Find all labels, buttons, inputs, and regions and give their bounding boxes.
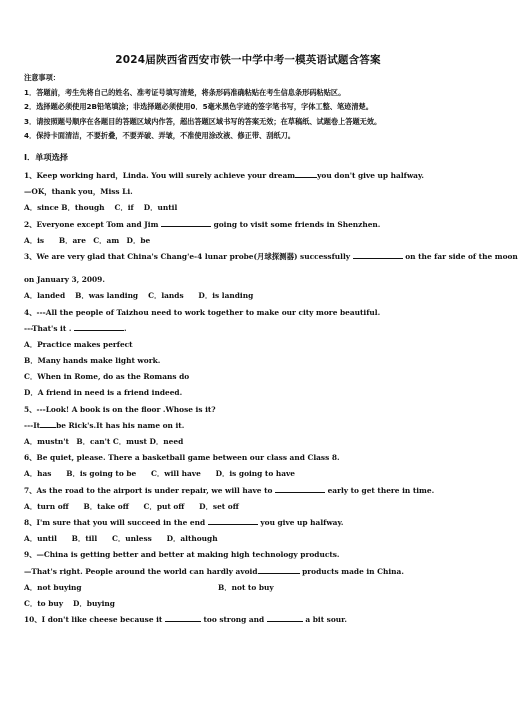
- question-9-options-ab: A．not buying B．not to buy: [24, 582, 274, 592]
- question-1: 1、Keep working hard，Linda. You will surely achieve your dream you don't give up halfway.: [24, 171, 424, 180]
- answer-blank: [40, 420, 56, 428]
- question-4-option: B．Many hands make light work.: [24, 356, 161, 366]
- question-3: 3、We are very glad that China's Chang'e-4 lunar probe(月球探测器) successfully on the far side of the moon: [24, 251, 518, 261]
- note-item: 2．选择题必须使用2B铅笔填涂；非选择题必须使用0．5毫米黑色字迹的签字笔书写，字体工整、笔迹清楚。: [24, 102, 373, 111]
- note-item: 3．请按照题号顺序在各题目的答题区域内作答，超出答题区域书写的答案无效；在草稿纸、试题卷上答题无效。: [24, 116, 382, 126]
- question-6-options: A．has B．is going to be C．will have D．is going to have: [24, 469, 296, 479]
- document-title: 2024届陕西省西安市铁一中学中考一模英语试题含答案: [115, 54, 381, 66]
- answer-blank: [353, 251, 403, 259]
- note-item: 4．保持卡面清洁，不要折叠，不要弄破、弄皱，不准使用涂改液、修正带、刮纸刀。: [24, 131, 295, 140]
- question-4-option: C．When in Rome, do as the Romans do: [24, 372, 190, 382]
- question-5: 5、---Look! A book is on the floor .Whose is it?: [24, 404, 216, 414]
- answer-blank: [161, 219, 211, 227]
- question-2-options: A．is B．are C．am D．be: [24, 235, 151, 245]
- question-7: 7、As the road to the airport is under repair, we will have to early to get there in time.: [24, 485, 435, 495]
- answer-blank: [208, 517, 258, 525]
- question-3-options: A．landed B．was landing C．lands D．is landing: [24, 291, 254, 301]
- notes-block: [24, 71, 476, 144]
- question-3-cont: on January 3, 2009.: [24, 275, 105, 285]
- answer-blank: [295, 170, 317, 178]
- answer-blank: [165, 614, 201, 622]
- questions: [24, 168, 518, 628]
- question-8: 8、I'm sure that you will succeed in the end you give up halfway.: [24, 517, 344, 527]
- question-4-option: A．Practice makes perfect: [24, 339, 133, 349]
- notes-heading: 注意事项：: [24, 73, 60, 82]
- answer-blank: [258, 566, 300, 574]
- question-4: 4、---All the people of Taizhou need to work together to make our city more beautiful.: [24, 307, 381, 317]
- question-1-reply: —OK，thank you，Miss Li.: [24, 187, 133, 197]
- note-item: 1．答题前，考生先将自己的姓名、准考证号填写清楚，将条形码准确粘贴在考生信息条形码粘贴区。: [24, 87, 346, 97]
- section-heading: Ⅰ．单项选择: [24, 152, 68, 162]
- question-9-reply: —That's right. People around the world can hardly avoid products made in China.: [24, 566, 404, 576]
- question-6: 6、Be quiet, please. There a basketball game between our class and Class 8.: [24, 453, 340, 463]
- answer-blank: [275, 485, 325, 493]
- answer-blank: [74, 323, 124, 331]
- question-10: 10、I don't like cheese because it too strong and a bit sour.: [24, 615, 347, 625]
- question-5-reply: ---It be Rick's.It has his name on it.: [24, 420, 185, 430]
- question-7-options: A．turn off B．take off C．put off D．set off: [24, 501, 239, 511]
- question-9-options-cd: C．to buy D．buying: [24, 598, 115, 608]
- question-2: 2、Everyone except Tom and Jim going to visit some friends in Shenzhen.: [24, 219, 381, 229]
- question-1-options: A．since B．though C．if D．until: [24, 203, 178, 213]
- question-4-reply: ---That's it . .: [24, 323, 127, 333]
- question-8-options: A．until B．till C．unless D．although: [24, 534, 218, 544]
- answer-blank: [267, 614, 303, 622]
- question-4-option: D．A friend in need is a friend indeed.: [24, 388, 183, 398]
- question-5-options: A．mustn't B．can't C．must D．need: [24, 437, 184, 446]
- question-9: 9、—China is getting better and better at making high technology products.: [24, 550, 340, 560]
